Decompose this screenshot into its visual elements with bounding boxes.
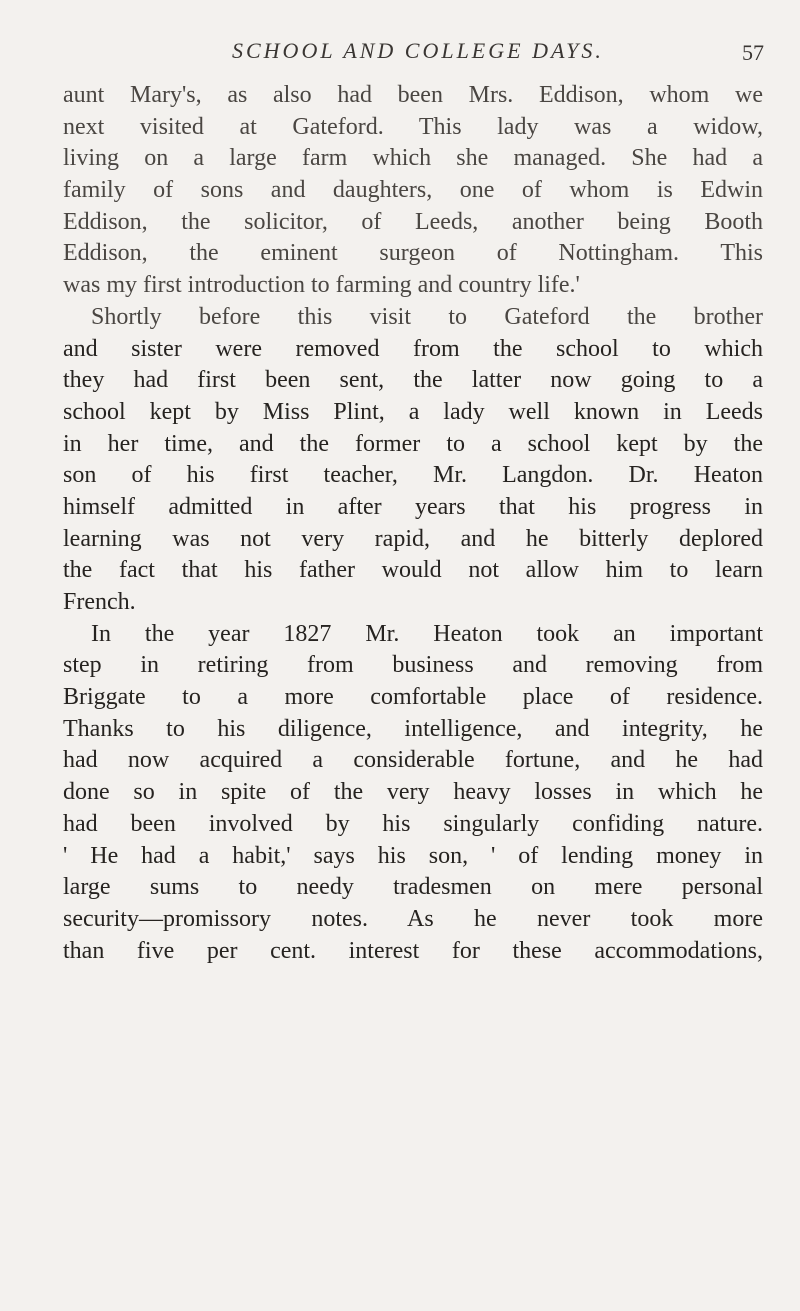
text-line: Eddison, the solicitor, of Leeds, another being Booth [63,208,763,235]
text-line: son of his first teacher, Mr. Langdon. Dr. Heaton [63,462,763,489]
text-line: living on a large farm which she managed. She had a [63,145,763,172]
text-line: himself admitted in after years that his progress in [63,493,763,520]
text-line: Shortly before this visit to Gateford the brother [91,303,763,330]
text-line: done so in spite of the very heavy losses in which he [63,779,763,806]
text-line: in her time, and the former to a school kept by the [63,430,763,457]
text-line: the fact that his father would not allow him to learn [63,557,763,584]
text-line: had been involved by his singularly confiding nature. [63,810,763,837]
text-line: Eddison, the eminent surgeon of Nottingham. This [63,240,763,267]
text-line: Thanks to his diligence, intelligence, and integrity, he [63,715,763,742]
text-line: In the year 1827 Mr. Heaton took an important [91,620,763,647]
text-line: next visited at Gateford. This lady was a widow, [63,113,763,140]
text-line: ' He had a habit,' says his son, ' of lending money in [63,842,763,869]
text-line: than five per cent. interest for these accommodations, [63,937,763,964]
text-line: learning was not very rapid, and he bitterly deplored [63,525,763,552]
text-line: had now acquired a considerable fortune, and he had [63,747,763,774]
text-line: they had first been sent, the latter now going to a [63,367,763,394]
body-text [63,80,763,967]
running-head: SCHOOL AND COLLEGE DAYS. [232,38,604,63]
text-line: large sums to needy tradesmen on mere personal [63,874,763,901]
text-line: and sister were removed from the school to which [63,335,763,362]
text-line: family of sons and daughters, one of whom is Edwin [63,177,763,204]
text-line: Briggate to a more comfortable place of residence. [63,684,763,711]
text-line: was my first introduction to farming and country life.' [63,272,580,299]
page-number: 57 [742,40,764,65]
text-line: step in retiring from business and removing from [63,652,763,679]
text-line: security—promissory notes. As he never took more [63,905,763,932]
text-line: French. [63,589,136,615]
text-line: school kept by Miss Plint, a lady well known in Leeds [63,398,763,425]
text-line: aunt Mary's, as also had been Mrs. Eddison, whom we [63,82,763,108]
